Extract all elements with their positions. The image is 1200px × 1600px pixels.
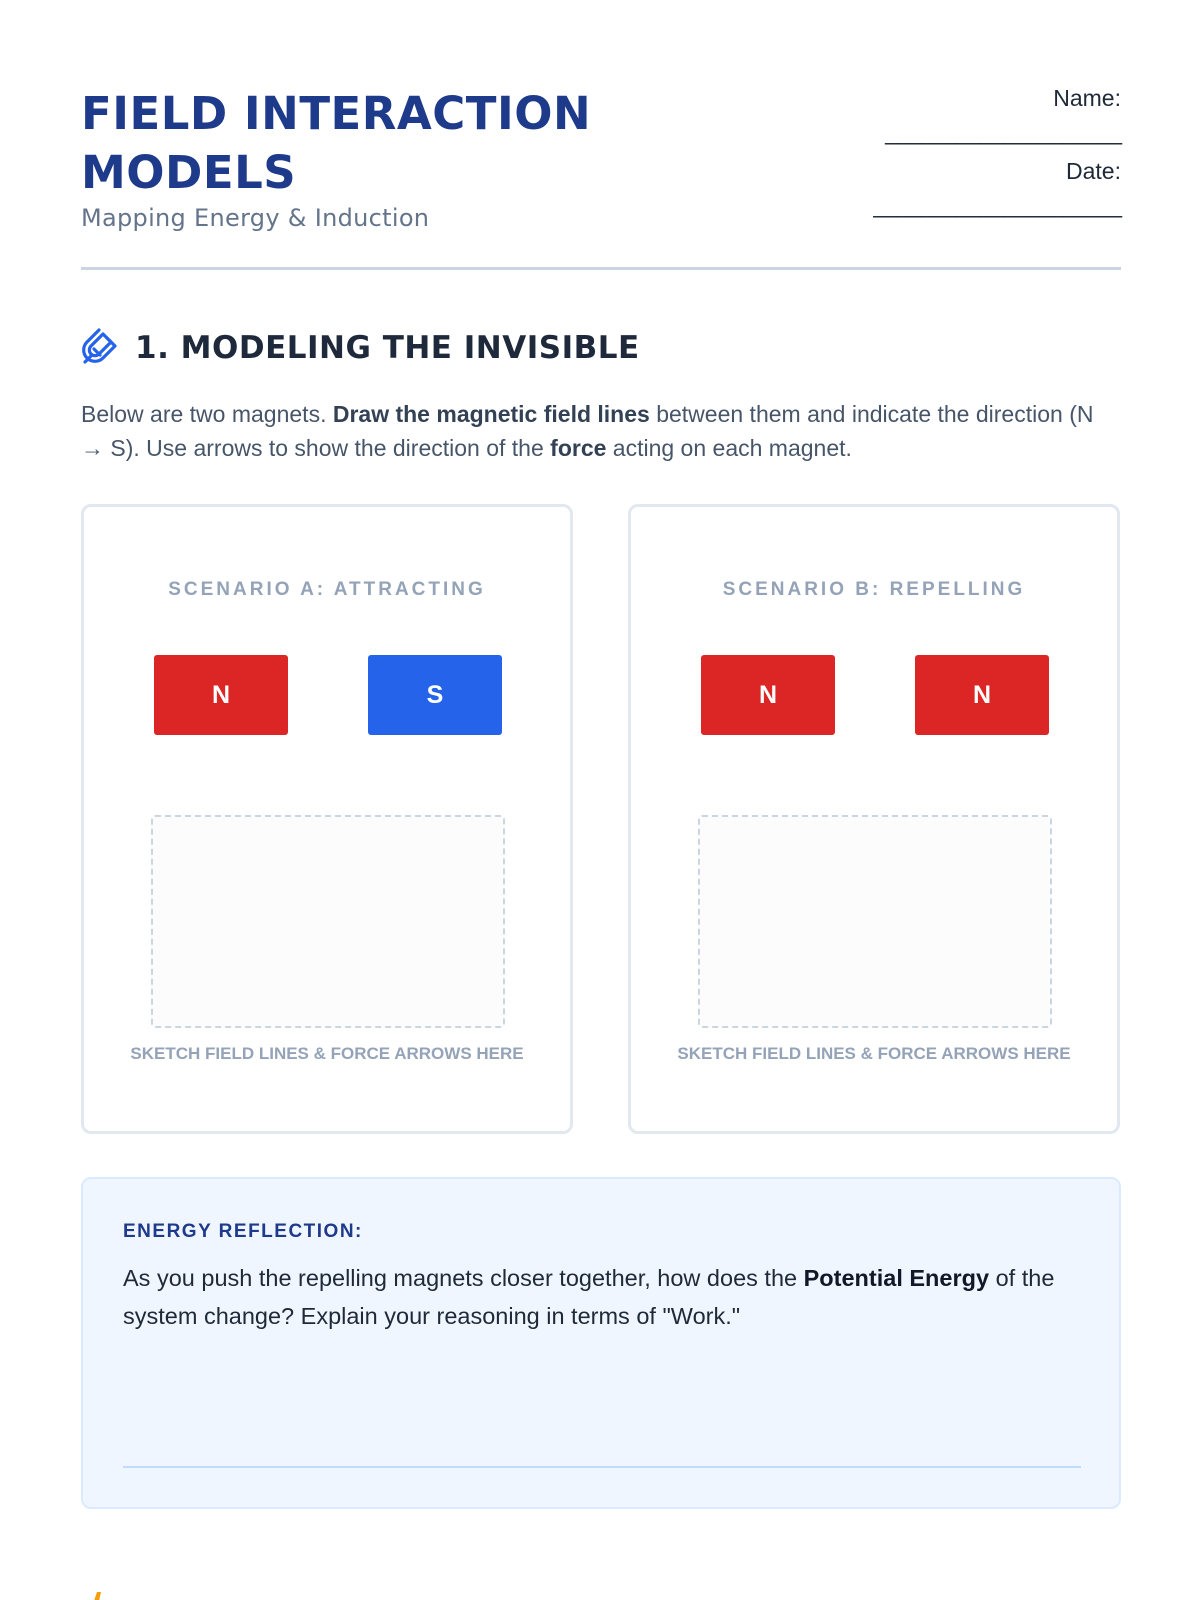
magnet-north: N: [701, 655, 835, 735]
sketch-label: SKETCH FIELD LINES & FORCE ARROWS HERE: [677, 1044, 1071, 1063]
page-subtitle: Mapping Energy & Induction: [81, 204, 430, 232]
worksheet-header: [81, 80, 1121, 270]
sketch-label: SKETCH FIELD LINES & FORCE ARROWS HERE: [130, 1044, 524, 1063]
student-info: [841, 80, 1121, 226]
magnet-north: N: [154, 655, 288, 735]
reflection-label: ENERGY REFLECTION:: [123, 1221, 363, 1242]
name-field[interactable]: ____________________: [885, 119, 1121, 145]
reflection-prompt: As you push the repelling magnets closer together, how does the Potential Energy of the system change? Explain your reasoning in terms of "Work.": [123, 1265, 1055, 1329]
magnet-north: N: [915, 655, 1049, 735]
page-title: FIELD INTERACTION MODELS: [81, 87, 592, 199]
scenario-card-repelling: [628, 504, 1120, 1134]
sketch-area[interactable]: [698, 815, 1052, 1028]
magnet-south: S: [368, 655, 502, 735]
section-title: 1. MODELING THE INVISIBLE: [135, 330, 640, 366]
date-field[interactable]: _____________________: [873, 192, 1121, 218]
energy-reflection-box: [81, 1177, 1121, 1509]
scenario-label: SCENARIO A: ATTRACTING: [168, 579, 486, 600]
answer-line[interactable]: [123, 1466, 1081, 1468]
lightning-icon: [81, 1590, 111, 1600]
scenario-card-attracting: [81, 504, 573, 1134]
section-heading: [81, 326, 640, 370]
scenario-label: SCENARIO B: REPELLING: [722, 579, 1026, 600]
sketch-area[interactable]: [151, 815, 505, 1028]
instructions-text: Below are two magnets. Draw the magnetic field lines between them and indicate the direction (N → S). Use arrows to show the direction of the force acting on each magnet.: [81, 401, 1094, 461]
date-label: Date:: [1066, 158, 1121, 184]
name-label: Name:: [1053, 85, 1121, 111]
magnet-icon: [81, 328, 121, 368]
